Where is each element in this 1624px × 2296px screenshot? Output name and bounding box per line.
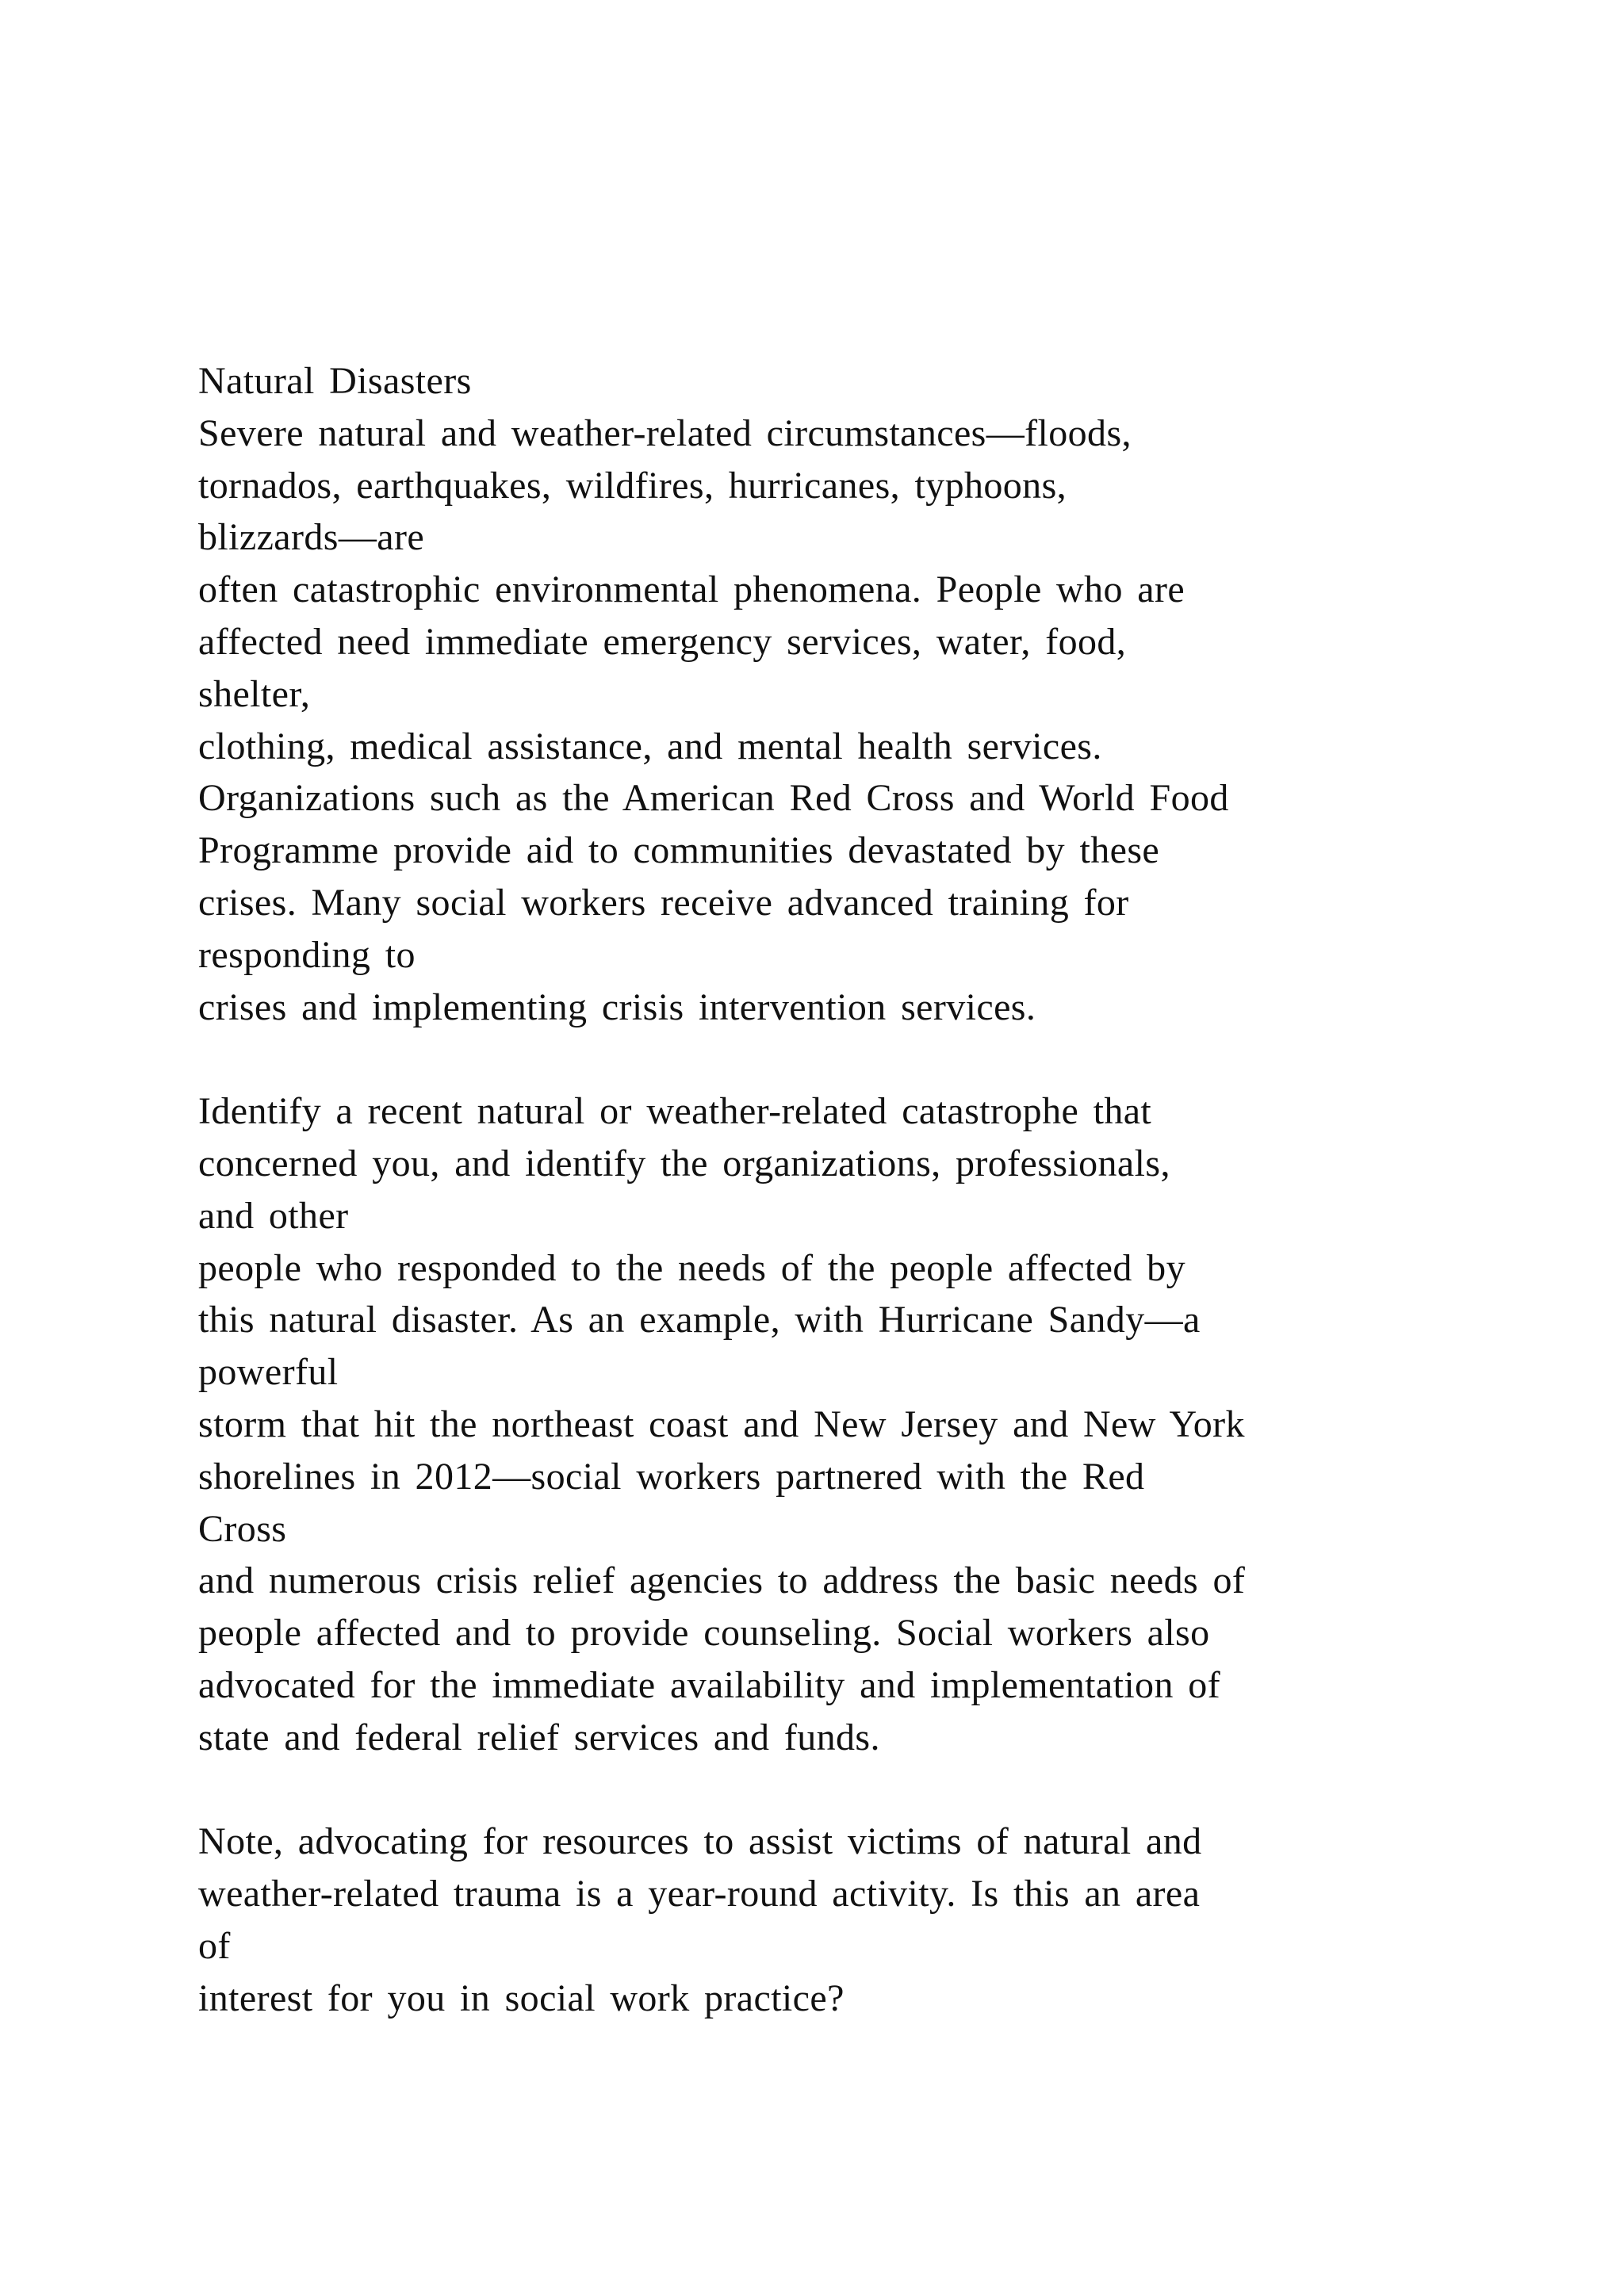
paragraph-1 [198, 408, 1546, 1034]
text-line: people who responded to the needs of the people affected by [198, 1246, 1185, 1289]
text-line: Identify a recent natural or weather-related catastrophe that [198, 1090, 1152, 1133]
text-line: shelter, [198, 672, 311, 715]
text-line: powerful [198, 1351, 339, 1394]
text-line: Cross [198, 1507, 287, 1550]
text-line: advocated for the immediate availability and implementation of [198, 1663, 1221, 1706]
paragraph-2 [198, 1085, 1546, 1763]
text-line: Note, advocating for resources to assist victims of natural and [198, 1820, 1202, 1863]
document-body [198, 355, 1546, 2025]
text-line: Organizations such as the American Red Cross and World Food [198, 777, 1229, 820]
text-line: clothing, medical assistance, and mental health services. [198, 725, 1102, 767]
paragraph-3 [198, 1816, 1546, 2024]
text-line: weather-related trauma is a year-round activity. Is this an area [198, 1873, 1201, 1915]
text-line: affected need immediate emergency services, water, food, [198, 620, 1127, 663]
text-line: storm that hit the northeast coast and New Jersey and New York [198, 1402, 1245, 1445]
text-line: and other [198, 1194, 349, 1237]
text-line: state and federal relief services and funds. [198, 1716, 880, 1758]
text-line: concerned you, and identify the organizations, professionals, [198, 1142, 1170, 1184]
text-line: blizzards—are [198, 516, 425, 559]
text-line: often catastrophic environmental phenomena. People who are [198, 568, 1185, 611]
document-title: Natural Disasters [198, 360, 472, 402]
text-line: this natural disaster. As an example, with Hurricane Sandy—a [198, 1299, 1201, 1341]
text-line: responding to [198, 933, 416, 976]
text-line: people affected and to provide counseling. Social workers also [198, 1612, 1210, 1655]
text-line: shorelines in 2012—social workers partnered with the Red [198, 1455, 1145, 1498]
text-line: crises. Many social workers receive advanced training for [198, 881, 1129, 924]
text-line: interest for you in social work practice? [198, 1976, 845, 2019]
text-line: crises and implementing crisis intervention services. [198, 985, 1036, 1028]
text-line: Programme provide aid to communities devastated by these [198, 829, 1160, 872]
text-line: Severe natural and weather-related circumstances—floods, [198, 411, 1132, 454]
paragraph-spacer [198, 1764, 1546, 1816]
paragraph-spacer [198, 1033, 1546, 1085]
text-line: and numerous crisis relief agencies to address the basic needs of [198, 1559, 1246, 1602]
text-line: of [198, 1924, 231, 1967]
text-line: tornados, earthquakes, wildfires, hurricanes, typhoons, [198, 464, 1067, 507]
